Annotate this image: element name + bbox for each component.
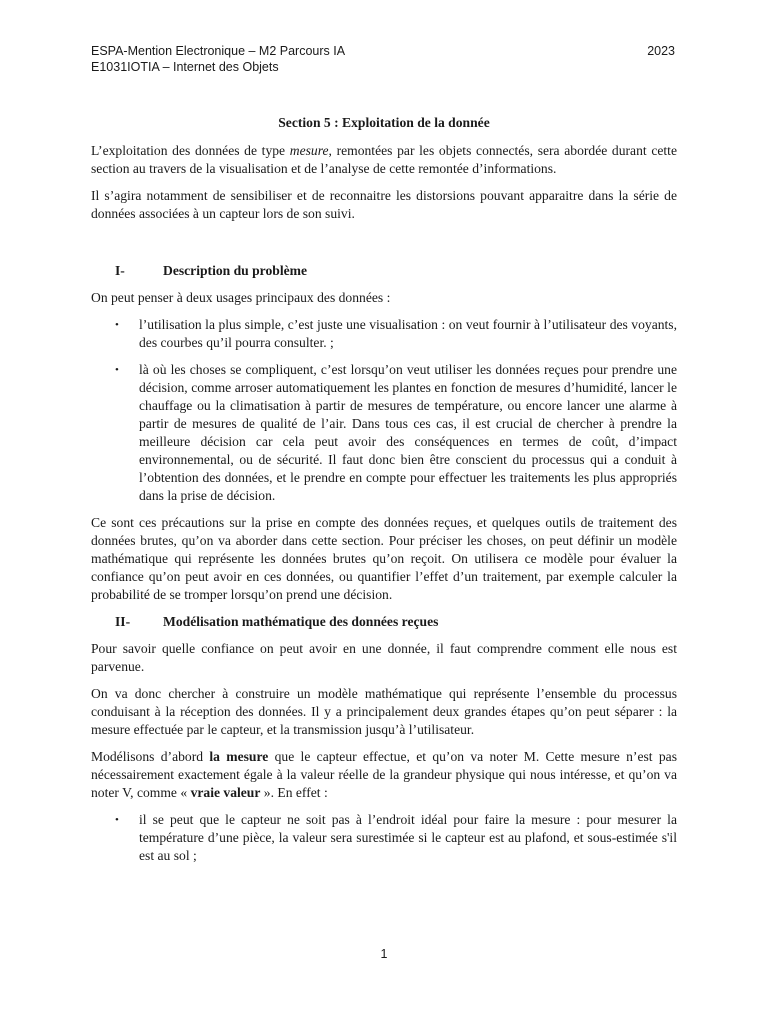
section-1-number: I- [115,263,125,278]
bullet-icon: • [115,814,119,826]
spacer [91,232,677,262]
list-item: • il se peut que le capteur ne soit pas à l’endroit idéal pour faire la mesure : pour mesurer la température d’une pièce, la valeur sera surestimée si le capteur est au plafond, et sous-estimée s'il est au sol ; [115,812,677,863]
section-2-number: II- [115,614,131,629]
header-year: 2023 [647,44,675,58]
list-item: • là où les choses se compliquent, c’est lorsqu’on veut utiliser les données reçues pour prendre une décision, comme arroser automatiquement les plantes en fonction de mesures d’humidité, lancer le chauffage ou la climatisation à partir de mesures de température, ou encore lancer une alarme à partir de mesures de qualité de l’air. Dans tous ces cas, il est crucial de chercher à prendre la meilleure décision car cela peut avoir des conséquences en termes de coût, d’impact environnemental, ou de sécurité. Il faut donc bien être conscient du processus qui a conduit à l’obtention des données, et le prendre en compte pour effectuer les traitements les plus appropriés dans la prise de décision. [115,362,677,503]
section-2-paragraph-1: Pour savoir quelle confiance on peut avoir en une donnée, il faut comprendre comment elle nous est parvenue. [91,641,677,674]
section-1-bullet-list [91,316,677,505]
page-header-line-2 [91,58,675,77]
section-1-lead: On peut penser à deux usages principaux des données : [91,290,391,305]
course-name: ESPA-Mention Electronique – M2 Parcours IA [91,44,346,58]
section-2-heading [91,613,677,631]
section-2-title: Modélisation mathématique des données reçues [163,614,439,629]
bold-la-mesure: la mesure [209,749,269,764]
page-number: 1 [380,947,388,961]
section-1-closing: Ce sont ces précautions sur la prise en compte des données reçues, et quelques outils de traitement des données brutes, qu’on va aborder dans cette section. Pour préciser les choses, on peut définir un modèle mathématique qui représente les données brutes qu’on reçoit. On utilisera ce modèle pour évaluer la confiance qu’on peut avoir en ces données, ou quantifier l’effet d’un traitement, par exemple calculer la probabilité de se tromper lorsqu’on prend une décision. [91,515,677,602]
module-name: E1031IOTIA – Internet des Objets [91,60,279,74]
section-1-heading [91,262,677,280]
section-2-paragraph-2: On va donc chercher à construire un modèle mathématique qui représente l’ensemble du processus conduisant à la réception des données. Il y a principalement deux grandes étapes qu’on peut séparer : la mesure effectuée par le capteur, et la transmission jusqu’à l’utilisateur. [91,686,677,737]
intro-paragraph-1: L’exploitation des données de type mesure, remontées par les objets connectés, sera abordée durant cette section au travers de la visualisation et de l’analyse de cette remontée d’informations. [91,143,677,176]
intro-paragraph-2: Il s’agira notamment de sensibiliser et de reconnaitre les distorsions pouvant apparaitre dans la série de données associées à un capteur lors de son suivi. [91,188,677,221]
section-2-paragraph-3: Modélisons d’abord la mesure que le capteur effectue, et qu’on va noter M. Cette mesure n’est pas nécessairement exactement égale à la valeur réelle de la grandeur physique qui nous intéresse, et qu’on va noter V, comme « vraie valeur ». En effet : [91,749,677,800]
bullet-icon: • [115,319,119,331]
bullet-icon: • [115,364,119,376]
section-2-bullet-list [91,811,677,865]
document-body [91,114,677,874]
list-item: • l’utilisation la plus simple, c’est juste une visualisation : on veut fournir à l’utilisateur des voyants, des courbes qu’il pourra consulter. ; [115,317,677,350]
section-1-title: Description du problème [163,263,307,278]
emphasis-mesure: mesure [289,143,329,158]
bold-vraie-valeur: vraie valeur [190,785,261,800]
section-title: Section 5 : Exploitation de la donnée [278,115,490,130]
